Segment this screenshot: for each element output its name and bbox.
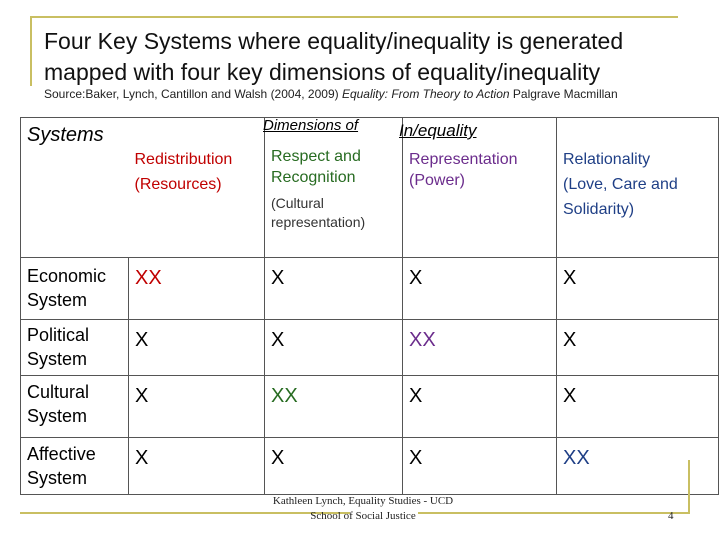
source-citation [44, 87, 704, 101]
header-redistribution-line2: (Resources) [134, 176, 222, 193]
systems-header: Systems [27, 124, 104, 146]
slide-title [44, 26, 714, 88]
row-label-cultural: Cultural System [27, 382, 90, 426]
header-redistribution [129, 118, 265, 258]
cell-economic-representation: X [409, 267, 423, 289]
header-representation-line1: Representation [409, 151, 518, 168]
header-redistribution-line1: Redistribution [134, 151, 233, 168]
footer-line-1: Kathleen Lynch, Equality Studies - UCD [272, 495, 454, 507]
cell-cultural-redistribution: X [135, 385, 149, 407]
source-book-title: Equality: From Theory to Action [341, 87, 510, 101]
table-row [21, 258, 719, 320]
header-relationality [557, 118, 719, 258]
cell-political-recognition: X [271, 329, 285, 351]
title-line-1: Four Key Systems where equality/inequality is generated [44, 28, 624, 54]
source-suffix: Palgrave Macmillan [509, 87, 618, 101]
header-relationality-line1: Relationality [563, 151, 651, 168]
cell-affective-representation: X [409, 447, 423, 469]
table-row [21, 438, 719, 495]
cell-economic-redistribution: XX [135, 267, 162, 289]
equality-table [20, 117, 719, 495]
cell-political-relationality: X [563, 329, 577, 351]
dimensions-header: Dimensions of [263, 117, 359, 134]
title-line-2: mapped with four key dimensions of equality/inequality [44, 59, 601, 85]
header-recognition-line1: Respect and [271, 148, 361, 165]
cell-affective-recognition: X [271, 447, 285, 469]
row-label-political: Political System [27, 325, 90, 369]
header-representation [399, 118, 557, 258]
header-relationality-line2: (Love, Care and [563, 176, 678, 193]
row-label-affective: Affective System [27, 444, 96, 488]
header-recognition [265, 118, 403, 258]
table-row [21, 376, 719, 438]
cell-political-representation: XX [409, 329, 436, 351]
left-rule [30, 16, 32, 86]
header-representation-line2: (Power) [409, 172, 466, 189]
cell-cultural-representation: X [409, 385, 423, 407]
table-header-row [21, 118, 719, 258]
header-recognition-line2: Recognition [271, 169, 356, 186]
page-number: 4 [668, 510, 674, 522]
systems-header-cell [21, 118, 129, 258]
cell-affective-relationality: XX [563, 447, 590, 469]
top-rule [30, 16, 678, 18]
right-rule [688, 460, 690, 514]
cell-affective-redistribution: X [135, 447, 149, 469]
table-row [21, 320, 719, 376]
source-prefix: Source:Baker, Lynch, Cantillon and Walsh (2004, 2009) [44, 87, 342, 101]
cell-economic-recognition: X [271, 267, 285, 289]
cell-cultural-recognition: XX [271, 385, 298, 407]
cell-cultural-relationality: X [563, 385, 577, 407]
slide-footer [228, 494, 498, 524]
row-label-economic: Economic System [27, 266, 107, 310]
inequality-header: In/equality [399, 121, 477, 140]
cell-political-redistribution: X [135, 329, 149, 351]
header-recognition-note: (Cultural representation) [271, 195, 366, 230]
cell-economic-relationality: X [563, 267, 577, 289]
footer-line-2: School of Social Justice [310, 510, 416, 522]
header-relationality-line3: Solidarity) [563, 201, 635, 218]
